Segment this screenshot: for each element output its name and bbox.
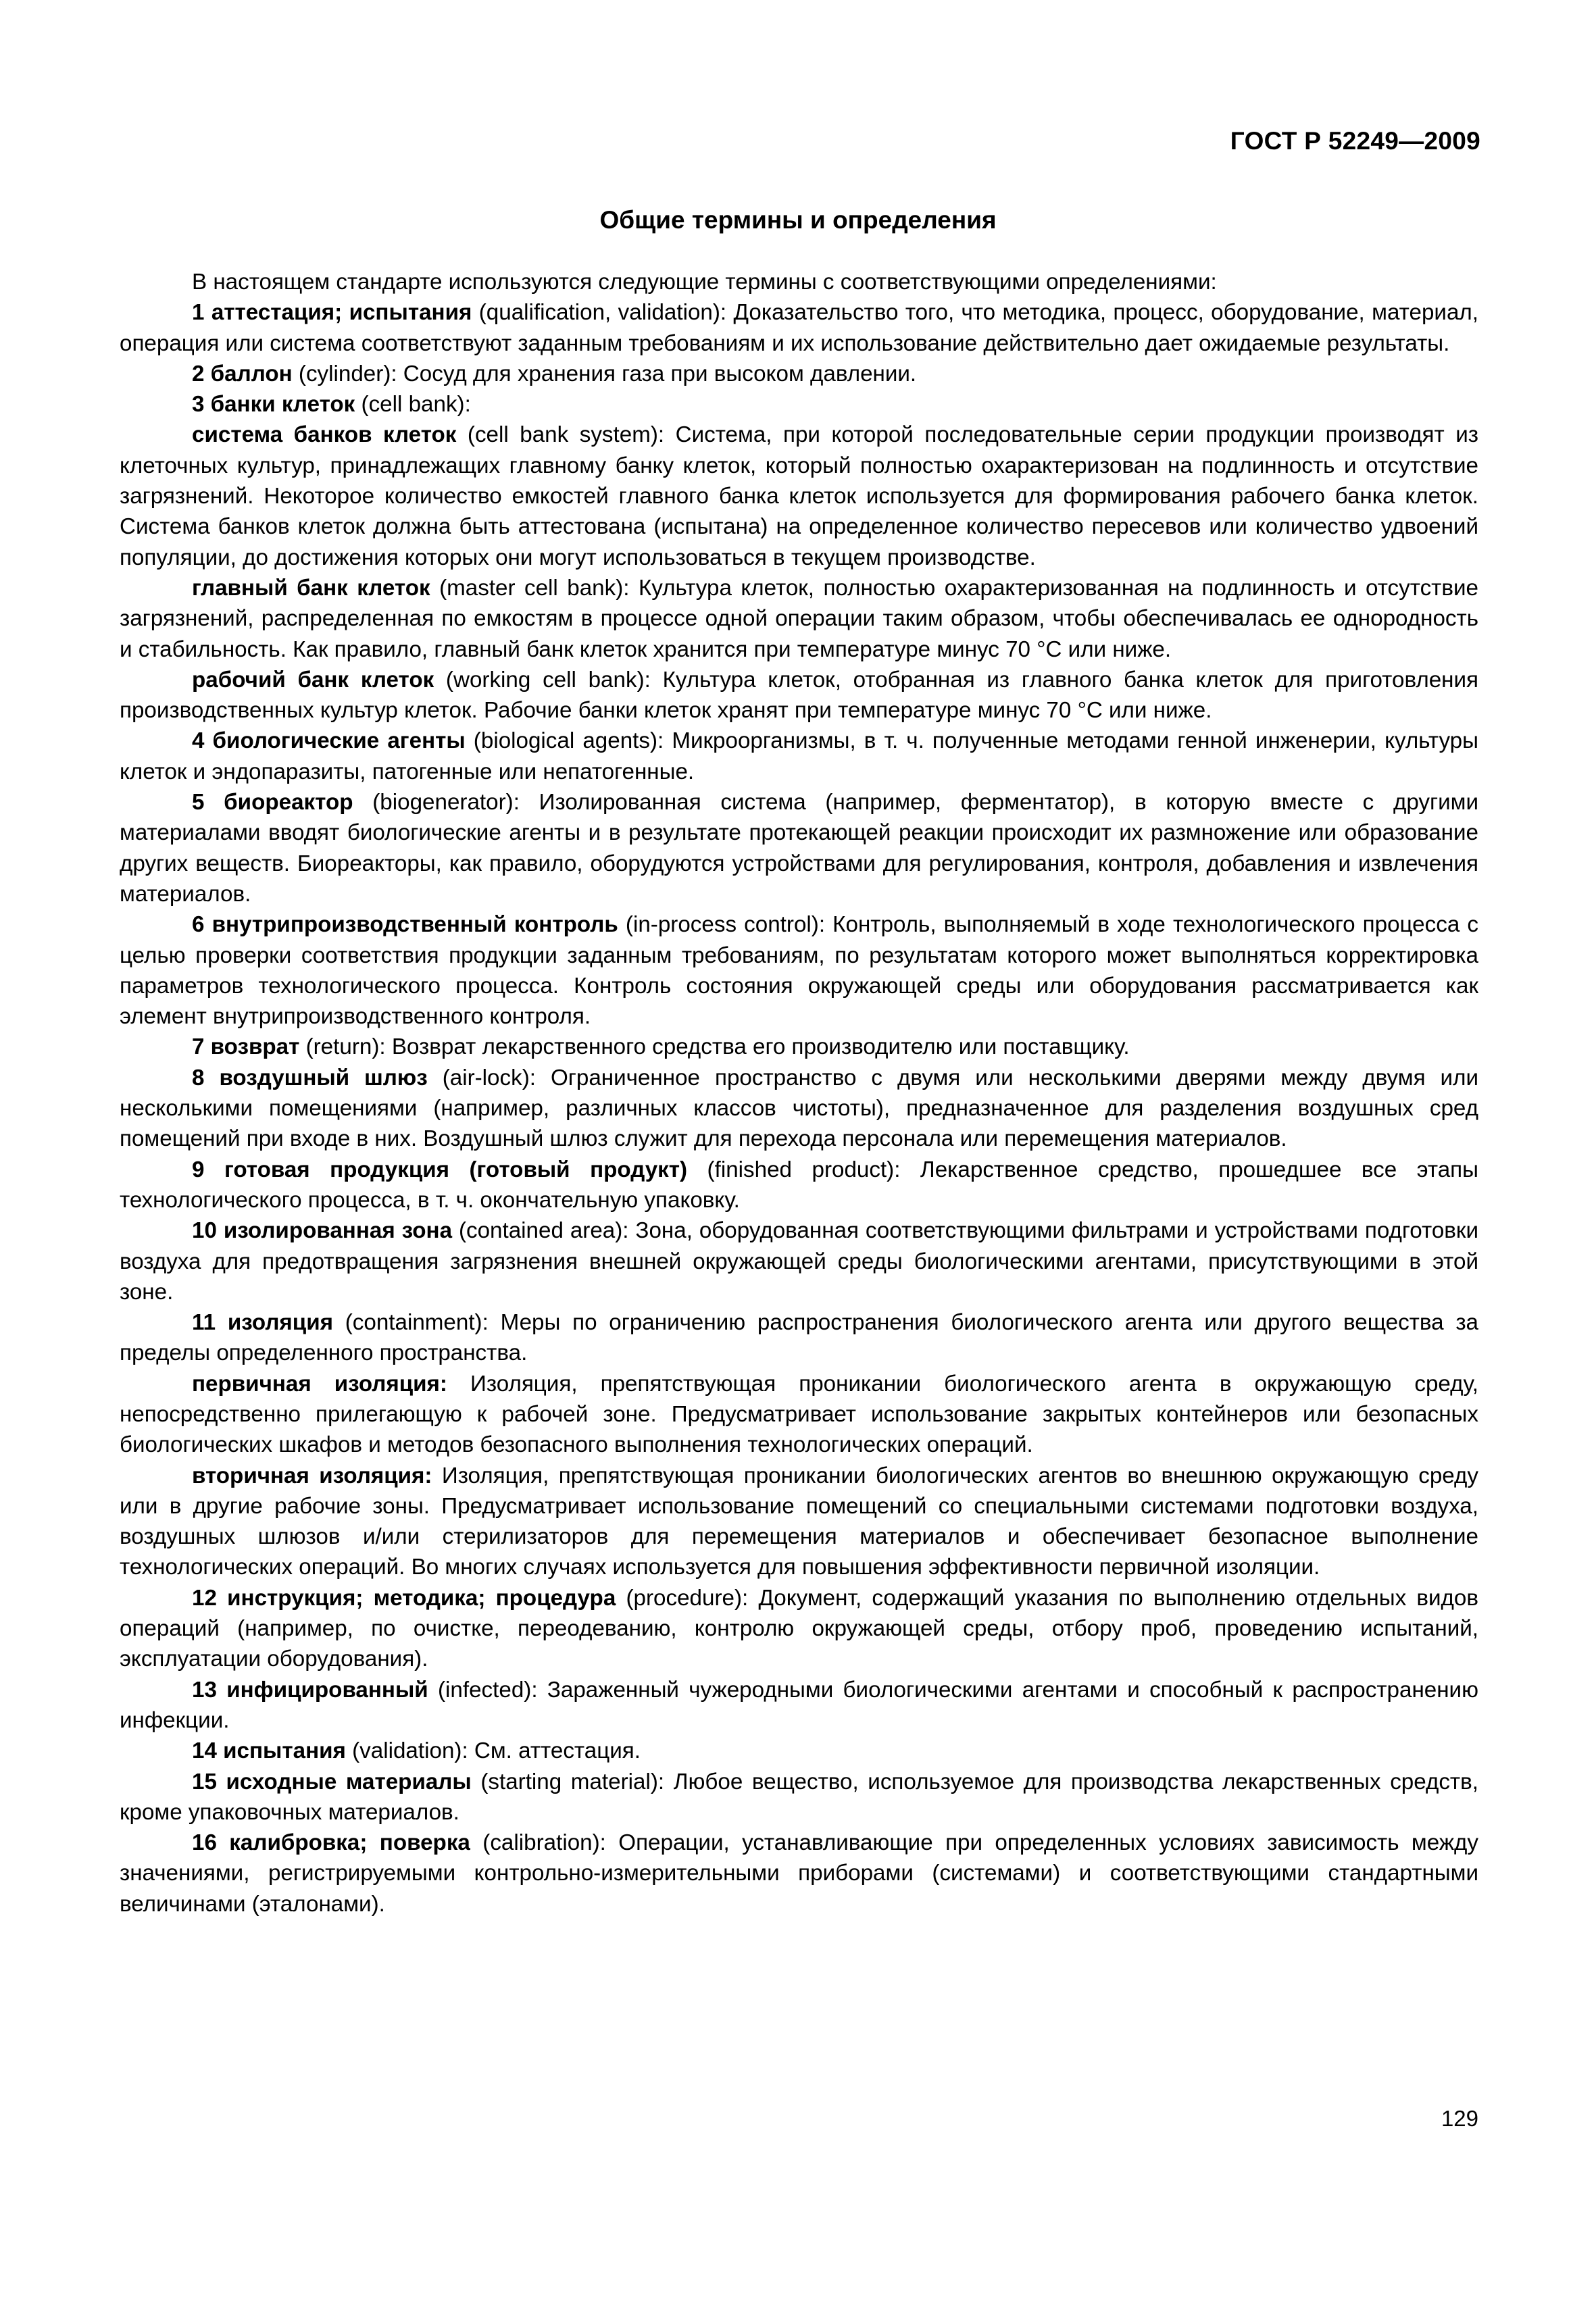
section-title: Общие термины и определения	[599, 206, 997, 234]
definition-entry	[120, 1767, 1478, 1828]
definition-text: (contained area): Зона, оборудованная соответствующими фильтрами и устройствами подготовки воздуха для предотвращения загрязнения внешней окружающей среды биологическими агентами, присутствующими в этой зоне.	[120, 1218, 1478, 1305]
definition-entry	[120, 787, 1478, 909]
definition-entry	[120, 726, 1478, 787]
definition-entry	[120, 420, 1478, 572]
page-number: 129	[1441, 2106, 1478, 2131]
definition-term: 13 инфицированный	[192, 1677, 428, 1703]
definition-entry	[120, 1215, 1478, 1307]
definition-term: 6 внутрипроизводственный контроль	[192, 912, 618, 938]
definition-text: (cell bank system): Система, при которой последовательные серии продукции производят из клеточных культур, принадлежащих главному банку клеток, который полностью охарактеризован на подлинность и отсутствие загрязнений. Некоторое количество емкостей главного банка клеток используется для формирования рабочего банка клеток. Система банков клеток должна быть аттестована (испытана) на определенное количество пересевов или количество удвоений популяции, до достижения которых они могут использоваться в текущем производстве.	[120, 422, 1478, 570]
definition-entry	[120, 297, 1478, 359]
definition-list	[120, 297, 1478, 1919]
definition-entry	[120, 1583, 1478, 1675]
definition-term: вторичная изоляция:	[192, 1463, 432, 1488]
document-code: ГОСТ Р 52249—2009	[1230, 127, 1480, 155]
definition-entry	[120, 1032, 1478, 1062]
definition-entry	[120, 1369, 1478, 1461]
definition-term: 7 возврат	[192, 1034, 300, 1060]
definition-text: (working cell bank): Культура клеток, отобранная из главного банка клеток для приготовления производственных культур клеток. Рабочие банки клеток хранят при температуре минус 70 °С или ниже.	[120, 667, 1478, 724]
definition-entry	[120, 1063, 1478, 1155]
definition-term: 3 банки клеток	[192, 392, 355, 418]
definition-term: первичная изоляция:	[192, 1371, 447, 1397]
definition-text: (in-process control): Контроль, выполняемый в ходе технологического процесса с целью проверки соответствия продукции заданным требованиям, по результатам которого может выполняться корректировка параметров технологического процесса. Контроль состояния окружающей среды или оборудования рассматривается как элемент внутрипроизводственного контроля.	[120, 912, 1478, 1030]
definition-text: Изоляция, препятствующая проникании биологического агента в окружающую среду, непосредственно прилегающую к рабочей зоне. Предусматривает использование закрытых контейнеров или безопасных биологических шкафов и методов безопасного выполнения технологических операций.	[120, 1371, 1478, 1458]
definition-term: 16 калибровка; поверка	[192, 1830, 470, 1856]
definition-text: Изоляция, препятствующая проникании биологических агентов во внешнюю окружающую среду или в другие рабочие зоны. Предусматривает использование помещений со специальными системами подготовки воздуха, воздушных шлюзов и/или стерилизаторов для перемещения материалов и обеспечивает безопасное выполнение технологических операций. Во многих случаях используется для повышения эффективности первичной изоляции.	[120, 1463, 1478, 1580]
definition-term: система банков клеток	[192, 422, 457, 448]
definition-text: (finished product): Лекарственное средство, прошедшее все этапы технологического процесса, в т. ч. окончательную упаковку.	[120, 1157, 1478, 1213]
definition-text: (master cell bank): Культура клеток, полностью охарактеризованная на подлинность и отсутствие загрязнений, распределенная по емкостям в процессе одной операции таким образом, чтобы обеспечивалась ее однородность и стабильность. Как правило, главный банк клеток хранится при температуре минус 70 °С или ниже.	[120, 575, 1478, 662]
definition-entry	[120, 1675, 1478, 1736]
definition-entry	[120, 665, 1478, 726]
definition-entry	[120, 1307, 1478, 1369]
definition-term: главный банк клеток	[192, 575, 430, 601]
definition-text: (qualification, validation): Доказательство того, что методика, процесс, оборудование, материал, операция или система соответствуют заданным требованиям и их использование действительно дает ожидаемые результаты.	[120, 300, 1478, 356]
definition-entry	[120, 573, 1478, 665]
definition-text: (infected): Зараженный чужеродными биологическими агентами и способный к распространению инфекции.	[120, 1677, 1478, 1733]
definition-text: (air-lock): Ограниченное пространство с двумя или несколькими дверями между двумя или несколькими помещениями (например, различных классов чистоты), предназначенное для разделения воздушных сред помещений при входе в них. Воздушный шлюз служит для перехода персонала или перемещения материалов.	[120, 1065, 1478, 1152]
definition-text: (starting material): Любое вещество, используемое для производства лекарственных средств, кроме упаковочных материалов.	[120, 1769, 1478, 1825]
definition-term: 8 воздушный шлюз	[192, 1065, 428, 1090]
definition-text: (procedure): Документ, содержащий указания по выполнению отдельных видов операций (например, по очистке, переодеванию, контролю окружающей среды, отбору проб, проведению испытаний, эксплуатации оборудования).	[120, 1585, 1478, 1672]
definitions-body	[120, 267, 1478, 1919]
definition-term: 12 инструкция; методика; процедура	[192, 1585, 616, 1611]
definition-entry	[120, 1828, 1478, 1919]
definition-entry	[120, 909, 1478, 1032]
intro-paragraph: В настоящем стандарте используются следующие термины с соответствующими определениями:	[192, 270, 1217, 295]
definition-term: 10 изолированная зона	[192, 1218, 453, 1244]
definition-term: 9 готовая продукция (готовый продукт)	[192, 1157, 688, 1182]
definition-entry	[120, 389, 1478, 420]
definition-text: (containment): Меры по ограничению распространения биологического агента или другого вещества за пределы определенного пространства.	[120, 1310, 1479, 1366]
definition-term: 4 биологические агенты	[192, 728, 466, 754]
definition-entry	[120, 1155, 1478, 1216]
definition-term: 2 баллон	[192, 361, 293, 386]
definition-term: рабочий банк клеток	[192, 667, 434, 693]
definition-entry	[120, 359, 1478, 389]
definition-text: (validation): См. аттестация.	[345, 1738, 641, 1764]
definition-term: 14 испытания	[192, 1738, 346, 1764]
definition-term: 5 биореактор	[192, 790, 353, 815]
definition-entry	[120, 1461, 1478, 1583]
definition-text: (biogenerator): Изолированная система (например, ферментатор), в которую вместе с другими материалами вводят биологические агенты и в результате протекающей реакции происходит их размножение или образование других веществ. Биореакторы, как правило, оборудуются устройствами для регулирования, контроля, добавления и извлечения материалов.	[120, 790, 1478, 907]
definition-entry	[120, 1736, 1478, 1766]
definition-term: 1 аттестация; испытания	[192, 300, 472, 326]
definition-term: 15 исходные материалы	[192, 1769, 472, 1794]
definition-text: (calibration): Операции, устанавливающие при определенных условиях зависимость между значениями, регистрируемыми контрольно-измерительными приборами (системами) и соответствующими стандартными величинами (эталонами).	[120, 1830, 1478, 1917]
definition-text: (return): Возврат лекарственного средства его производителю или поставщику.	[299, 1034, 1130, 1060]
definition-term: 11 изоляция	[192, 1310, 333, 1336]
definition-text: (cylinder): Сосуд для хранения газа при высоком давлении.	[292, 361, 917, 386]
definition-text: (cell bank):	[355, 392, 471, 418]
definition-text: (biological agents): Микроорганизмы, в т. ч. полученные методами генной инженерии, культуры клеток и эндопаразиты, патогенные или непатогенные.	[120, 728, 1478, 784]
